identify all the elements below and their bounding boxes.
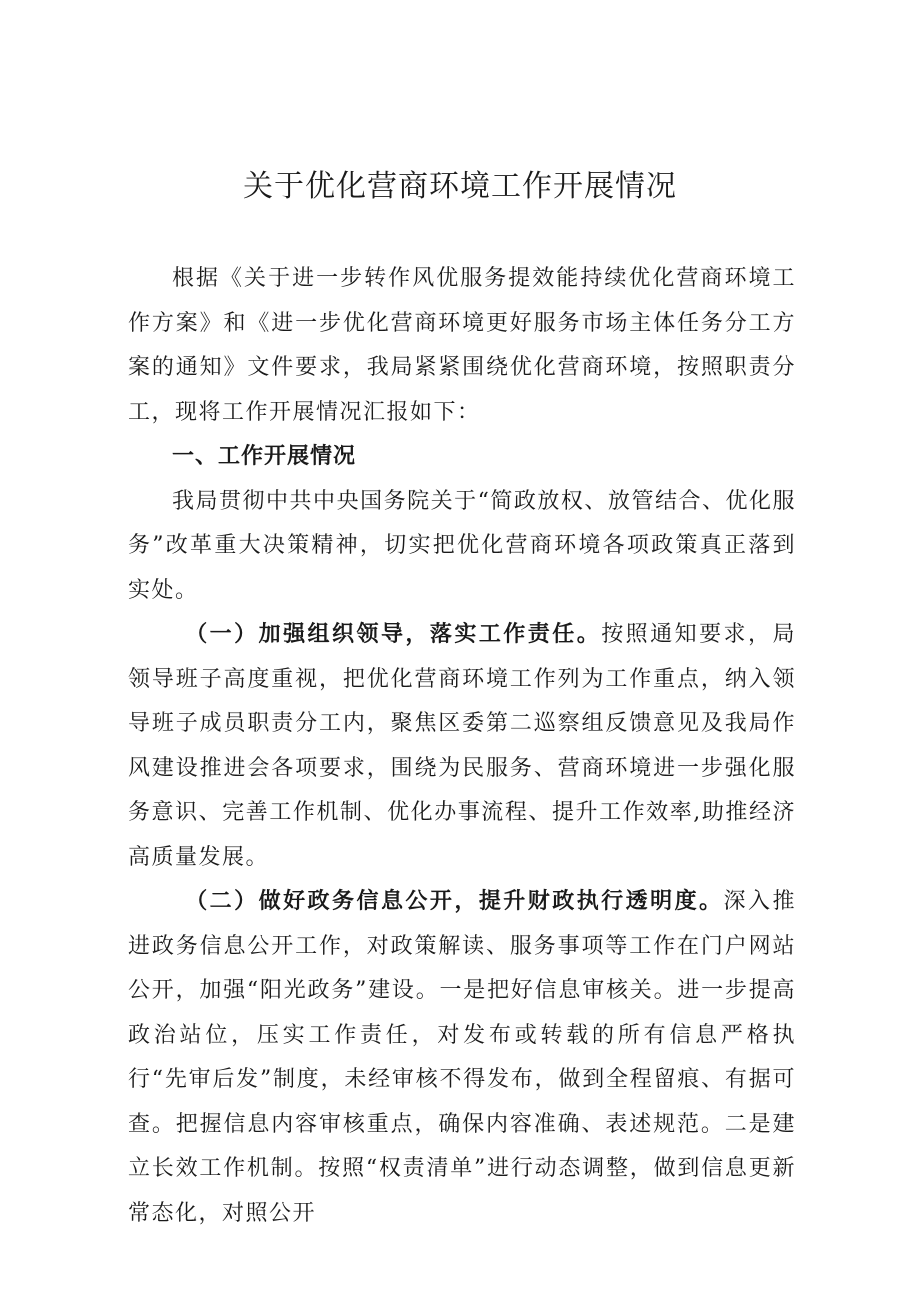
item-2-text: 深入推进政务信息公开工作，对政策解读、服务事项等工作在门户网站公开，加强“阳光政务”建设。一是把好信息审核关。进一步提高政治站位，压实工作责任，对发布或转载的所有信息严格执行“先审后发”制度，未经审核不得发布，做到全程留痕、有据可查。把握信息内容审核重点，确保内容准确、表述规范。二是建立长效工作机制。按照“权责清单”进行动态调整，做到信息更新常态化，对照公开 — [128, 889, 796, 1226]
section-heading: 一、工作开展情况 — [172, 444, 357, 469]
item-1-paragraph — [128, 613, 796, 880]
intro-paragraph: 根据《关于进一步转作风优服务提效能持续优化营商环境工作方案》和《进一步优化营商环境更好服务市场主体任务分工方案的通知》文件要求，我局紧紧围绕优化营商环境，按照职责分工，现将工作开展情况汇报如下： — [128, 266, 796, 425]
item-2-paragraph — [128, 880, 796, 1236]
item-1-lead: （一）加强组织领导，落实工作责任。 — [185, 622, 602, 647]
document-body — [128, 257, 796, 1236]
document-title: 关于优化营商环境工作开展情况 — [243, 169, 677, 204]
item-1-text: 按照通知要求，局领导班子高度重视，把优化营商环境工作列为工作重点，纳入领导班子成员职责分工内，聚焦区委第二巡察组反馈意见及我局作风建设推进会各项要求，围绕为民服务、营商环境进一步强化服务意识、完善工作机制、优化办事流程、提升工作效率,助推经济高质量发展。 — [128, 622, 796, 870]
item-2-lead: （二）做好政务信息公开，提升财政执行透明度。 — [185, 889, 724, 914]
section-intro-paragraph: 我局贯彻中共中央国务院关于“简政放权、放管结合、优化服务”改革重大决策精神，切实把优化营商环境各项政策真正落到实处。 — [128, 488, 796, 603]
